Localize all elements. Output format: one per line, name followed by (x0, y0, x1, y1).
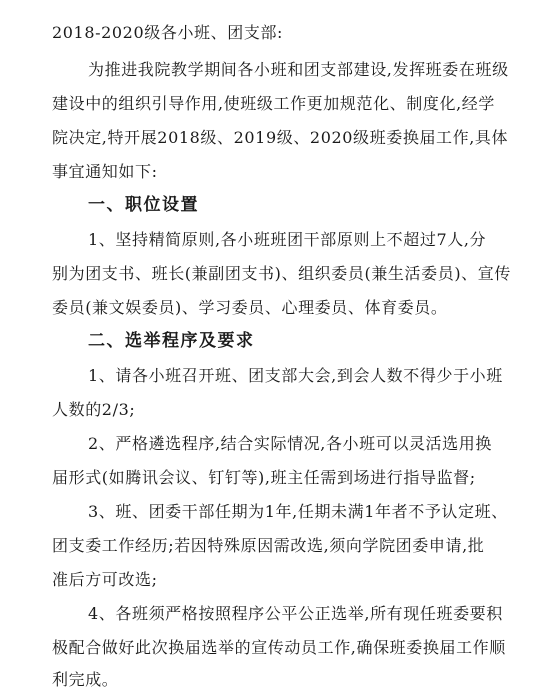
section2-item3-line1: 3、班、团委干部任期为1年,任期未满1年者不予认定班、 (88, 502, 508, 521)
intro-line-2: 建设中的组织引导作用,使班级工作更加规范化、制度化,经学 (52, 94, 495, 113)
intro-line-3: 院决定,特开展2018级、2019级、2020级班委换届工作,具体 (52, 128, 509, 147)
section1-item1-line3: 委员(兼文娱委员)、学习委员、心理委员、体育委员。 (52, 298, 448, 317)
section2-item1-line2: 人数的2/3; (52, 400, 136, 419)
section1-heading: 一、职位设置 (88, 195, 199, 215)
section2-item3-line2: 团支委工作经历;若因特殊原因需改选,须向学院团委申请,批 (52, 536, 485, 555)
section1-item1-line1: 1、坚持精简原则,各小班班团干部原则上不超过7人,分 (88, 230, 487, 249)
salutation: 2018-2020级各小班、团支部: (52, 23, 284, 42)
section2-heading: 二、选举程序及要求 (88, 331, 255, 351)
section2-item2-line1: 2、严格遴选程序,结合实际情况,各小班可以灵活选用换 (88, 434, 492, 453)
intro-line-1: 为推进我院教学期间各小班和团支部建设,发挥班委在班级 (88, 60, 509, 79)
section2-item4-line2: 极配合做好此次换届选举的宣传动员工作,确保班委换届工作顺 (52, 638, 506, 657)
section2-item4-line1: 4、各班须严格按照程序公平公正选举,所有现任班委要积 (88, 604, 503, 623)
section2-item3-line3: 准后方可改选; (52, 570, 158, 589)
section2-item1-line1: 1、请各小班召开班、团支部大会,到会人数不得少于小班 (88, 366, 503, 385)
section2-item2-line2: 届形式(如腾讯会议、钉钉等),班主任需到场进行指导监督; (52, 468, 476, 487)
intro-line-4: 事宜通知如下: (52, 162, 158, 181)
section1-item1-line2: 别为团支书、班长(兼副团支书)、组织委员(兼生活委员)、宣传 (52, 264, 511, 283)
section2-item4-line3: 利完成。 (52, 670, 119, 689)
